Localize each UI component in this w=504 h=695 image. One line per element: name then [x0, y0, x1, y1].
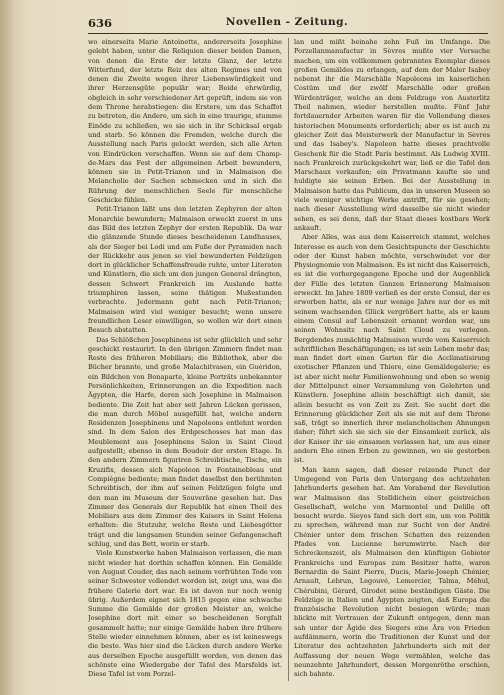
paragraph: lan und mißt beinahe zehn Fuß im Umfange. Die Porzellanmanufactur in Sèvres mußte vier Versuche machen, um ein vollkommen gebranntes Exemplar dieses großen Gemäldes zu erlangen, auf dem der Maler Isabey nebenst ihr die Marschälle Napoleons im kaiserlichen Costüm und der zwölf Marschälle oder großen Würdenträger, welche an dem Feldzuge von Austerlitz Theil nahmen, wieder herstellen mußte. Fünf Jahr fortdauernder Arbeiten waren für die Vollendung dieses historischen Monuments erforderlich; aber es ist auch zu gleicher Zeit das Meisterwerk der Manufactur in Sèvres und das Isabey's. Napoleon hatte dieses prachtvolle Geschenk für die Stadt Paris bestimmt. Als Ludwig XVIII. nach Frankreich zurückgekehrt war, ließ er die Tafel den Marschaux verkaufen; ein Privatmann kaufte sie und huldigte sie seinen Erben. Bei der Ausstellung in Malmaison hatte das Publicum, das in unseren Museen so viele weniger wichtige Werke antrifft, für sie gesehen; nach dieser Ausstellung wird dasselbe sie nicht wieder sehen, es sei denn, daß der Staat dieses kostbare Werk ankauft.: [294, 38, 490, 232]
paragraph: wo einerseits Marie Antoinette, andererseits Josephine gelebt haben, unter die Reliquien dieser beiden Damen, von denen die Erste der letzte Glanz, der letzte Witterfund, der letzte Reiz des alten Regimes und von denen die Zweite wegen ihrer Liebenswürdigkeit und ihrer Herzensgüte populär war; Beide ehrwürdig, obgleich in sehr verschiedener Art geprüft, indem sie von dem Throne herabstiegen: die Erstere, um das Schaffot zu betreten, die Andere, um sich in eine traurige, stumme Einöde zu schließen, wo sie sich in ihr Schicksal ergab und starb. So können die Fremden, welche durch die Ausstellung nach Paris gelockt werden, sich alle Arten von Eindrücken verschaffen. Wenn sie auf dem Champ-de-Mars das Fest der allgemeinen Arbeit bewundern, können sie in Petit-Trianon und in Malmaison die Melancholie der Sachen schmecken und in sich die Rührung der menschlichen Seele für menschliche Geschicke fühlen.: [88, 38, 282, 205]
paragraph: Man kann sagen, daß dieser reizende Punct der Umgegend von Paris den Untergang des achtzehnten Jahrhunderts gesehen hat. Am Vorabend der Revolution war Malmaison das Stelldichein einer geistreichen Gesellschaft, welche von Marmontel und Delille oft besucht wurde. Sieyes fand sich dort ein, um von Politik zu sprechen, während man zur Sucht von der André Chénier unter dem frischen Schatten des reizenden Pfades von Lucienne herumwirrte. Nach der Schreckenszeit, als Malmaison den künftigen Gebieter Frankreichs und Europas zum Besitzer hatte, waren Bernardin de Saint Pierre, Ducis, Marie-Joseph Chénier, Arnault, Lebrun, Legouvé, Lemercier, Talma, Méhul, Chérubini, Gérard, Girodet seine beständigen Gäste. Die Feldzüge in Italien und Ägypten zeigten, daß Europa die französische Revolution nicht besiegen würde; man blickte mit Vertrauen der Zukunft entgegen, denn man sah unter der Ägide des Siegers eine Ära von Frieden aufdämmern, worin die Traditionen der Kunst und der Literatur des achtzehnten Jahrhunderts sich mit der Auffassung der neuen Wege vermählen, welche das neunzehnte Jahrhundert, dessen Morgenröthe erschien, sich bahnte.: [294, 465, 490, 679]
paragraph: Aber Alles, was aus dem Kaiserreich stammt, welches Interesse es auch von dem Gesichtspuncte der Geschichte oder der Kunst haben möchte, verschwindet vor der Physiognomie von Malmaison. Es ist nicht das Kaiserreich, es ist die vorhergegangene Epoche und der Augenblick der Fülle des letzten Ganzen Erinnerung Malmaison erweckt. Im Jahre 1809 verließ es der erste Consul, der es erworben hatte, als er nur wenige Jahre nur der es mit seinem wachsenden Glück vergrößert hatte, als er kaum einem Consul auf Lebenszeit ernannt worden war, um seinen Wohnsitz nach Saint Cloud zu verlegen. Bergdendes zumächtig Malmaison wurde vom Kaiserreich schriftlichen Beschäftigungen; es ist sein Leben mehr das; man findet dort einen Garten für die Acclimatisirung exotischer Pflanzen und Thiere, eine Gemäldegalerie; es ist aber nicht mehr Familienwohnung und eben so wenig der Mittelpunct einer Versammlung von Gelehrten und Künstlern. Josephine allein beschäftigt sich damit, sie allein besucht es von Zeit zu Zeit. Sie sucht dort die Erinnerung glücklicher Zeit als sie mit auf dem Throne saß, trägt so innerlich ihrer melancholischen Ahnungen daher; führt sich sie sich sie der Einsamkeit zurück, als der Kaiser ihr sie einsamen verlassen hat, um aus einer andern Ehe einen Erben zu gewinnen, wo sie gestorben ist.: [294, 233, 490, 465]
column-divider: [288, 38, 289, 681]
paragraph: Petit-Trianon läßt uns den letzten Zephyren der alten Monarchie bewundern; Malmaison erweckt zuerst in uns das Bild des letzten Zephyr der ersten Republik. Da war die glänzende Stunde dieses bescheidenen Landhauses, als der Sieger bei Lodi und am Fuße der Pyramiden nach der Rückkehr aus jenen so viel bewunderten Feldzügen dort in glücklicher Schaffensfreude ruhte, unter Literaten und Künstlern, die sich um den jungen General drängten, dessen Schwert Frankreich im Auslande hatte triumphiren lassen, seine thätigen Mußestunden verbrachte. Jedermann geht nach Petit-Trianon; Malmaison wird viel weniger besucht; wenn unsere freundlichen Leser einwilligen, so wollen wir dort einen Besuch abstatten.: [88, 205, 282, 335]
page-number: 636: [88, 16, 113, 30]
header-rule: [88, 33, 488, 34]
page-binding-shadow: [0, 0, 14, 695]
right-column: [294, 38, 490, 683]
journal-title: Novellen - Zeitung.: [225, 16, 349, 28]
running-header: [88, 16, 486, 30]
left-column: [88, 38, 282, 683]
paragraph: Das Schlößchen Josephinens ist sehr glücklich und sehr geschickt restaurirt. In den übrigen Zimmern findet man Reste des früheren Mobiliars; die Bibliothek, aber die Bücher brannte, und große Malachitvasen, ein Guéridon, ein Bildchen von Bonaparte, kleine Porträts unbekannter Persönlichkeiten, Erinnerungen an die Expedition nach Ägypten, die Harfe, deren sich Josephine in Malmaison bediente. Die Zeit hat aber seit Jahren Lücken gerissen, die man durch Möbel ausgefüllt hat, welche andern Residenzen Josephinens und Napoleons entlehnt worden sind. In dem Salon des Erdgeschosses hat man das Meublement aus Josephinens Salon in Saint Cloud aufgestellt; ebenso in dem Boudoir der ersten Etage. In den andern Zimmern figuriren Schreibtische, Tische, ein Kruzifix, dessen sich Napoleon in Fontainebleau und Compiègne bediente; man findet daselbst den berühmten Schreibtisch, der ihm auf seinen Feldzügen folgte und den man im Museum der Souveräne gesehen hat. Das Zimmer des Generals der Republik hat einen Theil des Mobiliars aus dem Zimmer des Kaisers in Saint Helena erhalten: die Stutzuhr, welche Reste und Liebesgötter trägt und die langsamen Stunden seiner Gefangenschaft schlug, und das Bett, worin er starb.: [88, 335, 282, 549]
paragraph: Viele Kunstwerke haben Malmaison verlassen, die man nicht wieder hat dorthin schaffen können. Ein Gemälde von August Couder, das nach seinem verfrühten Tode von seiner Schwester vollendet worden ist, zeigt uns, was die frühere Galerie dort war. Es ist davon nur noch wenig übrig. Außerdem eignet sich 1815 gegen eine schwache Summe die Gemälde der großen Meister an, welche Josephine dort mit einer so bescheidenen Sorgfalt gesammelt hatte; nur einige Gemälde haben ihre frühere Stelle wieder einnehmen können, aber es ist keineswegs die beste. Was hier sind die Lücken durch andere Werke aus derselben Epoche ausgefüllt worden, von denen das schönste eine Wiedergabe der Tafel des Marsfelds ist. Diese Tafel ist vom Porzel-: [88, 549, 282, 679]
